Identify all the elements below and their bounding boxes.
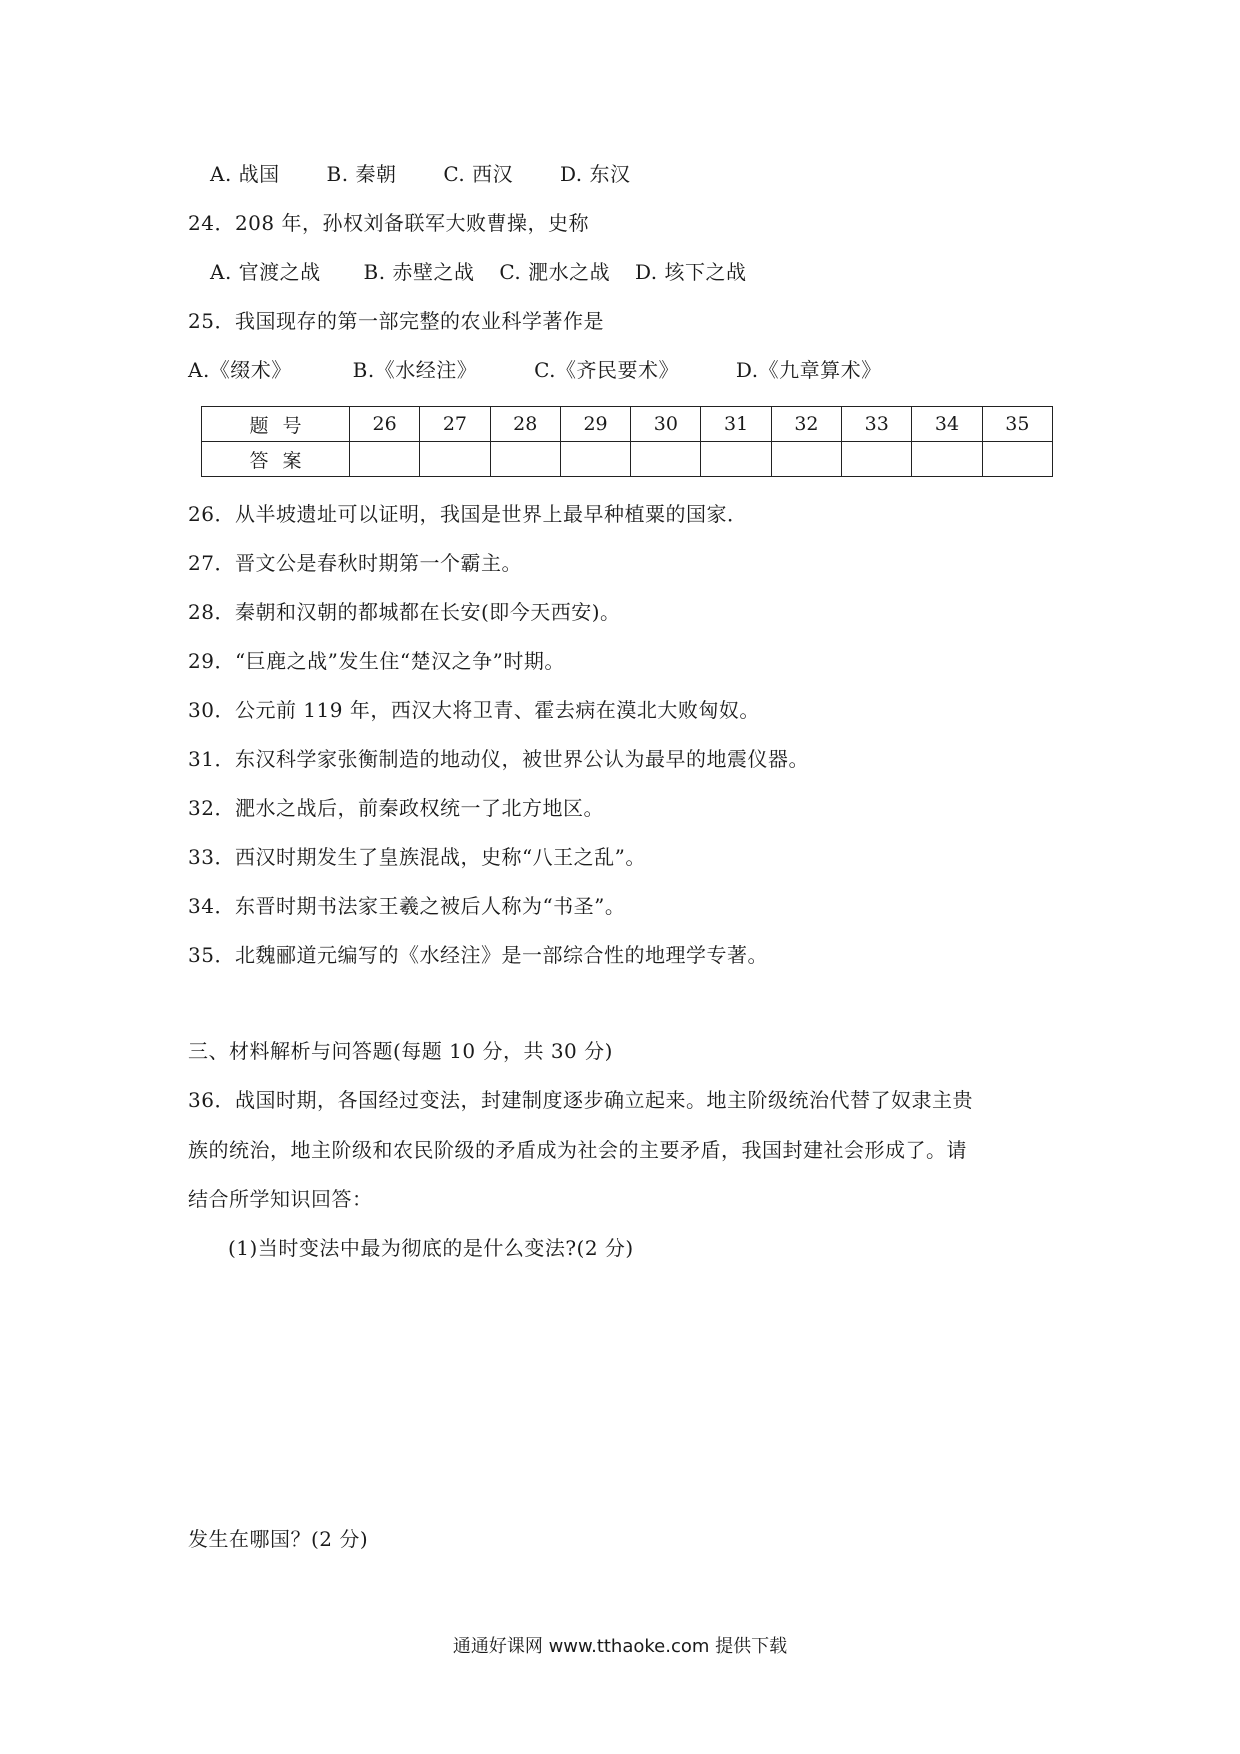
tf-statement-31: 31．东汉科学家张衡制造的地动仪，被世界公认为最早的地震仪器。 [188, 747, 809, 771]
q23-option-c: C. 西汉 [443, 162, 514, 186]
q23-option-b: B. 秦朝 [326, 162, 397, 186]
q25-option-b: B.《水经注》 [352, 358, 478, 382]
answer-cell[interactable] [631, 442, 701, 477]
answer-table-number: 34 [912, 407, 982, 442]
answer-cell[interactable] [420, 442, 490, 477]
answer-cell[interactable] [912, 442, 982, 477]
answer-cell[interactable] [842, 442, 912, 477]
answer-table-number: 27 [420, 407, 490, 442]
answer-table-number: 28 [490, 407, 560, 442]
answer-cell[interactable] [560, 442, 630, 477]
tf-statement-26: 26．从半坡遗址可以证明，我国是世界上最早种植粟的国家． [188, 502, 748, 526]
q36-line-3: 结合所学知识回答： [188, 1187, 373, 1211]
q23-option-d: D. 东汉 [559, 162, 631, 186]
answer-space[interactable] [188, 1275, 1048, 1515]
answer-table-number: 29 [560, 407, 630, 442]
q36-line-1: 36．战国时期，各国经过变法，封建制度逐步确立起来。地主阶级统治代替了奴隶主贵 [188, 1088, 973, 1112]
tf-statement-28: 28．秦朝和汉朝的都城都在长安(即今天西安)。 [188, 600, 621, 624]
answer-table-number: 30 [631, 407, 701, 442]
q36-line-2: 族的统治，地主阶级和农民阶级的矛盾成为社会的主要矛盾，我国封建社会形成了。请 [188, 1138, 967, 1162]
answer-cell[interactable] [771, 442, 841, 477]
answer-cell[interactable] [982, 442, 1052, 477]
q24-options [210, 258, 747, 286]
answer-table [201, 406, 1053, 477]
answer-table-number-label: 题号 [202, 407, 350, 442]
answer-cell[interactable] [701, 442, 771, 477]
answer-table-answer-row [202, 442, 1053, 477]
q25-stem: 25．我国现存的第一部完整的农业科学著作是 [188, 309, 604, 333]
answer-table-answer-label: 答案 [202, 442, 350, 477]
q24-option-b: B. 赤壁之战 [363, 260, 475, 284]
answer-table-number-row [202, 407, 1053, 442]
q25-option-d: D.《九章算术》 [735, 358, 882, 382]
answer-table-number: 35 [982, 407, 1052, 442]
q23-option-a: A. 战国 [210, 162, 280, 186]
q23-options [210, 160, 631, 188]
q24-option-c: C. 淝水之战 [499, 260, 611, 284]
answer-table-number: 33 [842, 407, 912, 442]
q25-options [188, 356, 882, 384]
page-footer: 通通好课网 www.tthaoke.com 提供下载 [452, 1636, 788, 1657]
q36-sub-question-2: 发生在哪国？(2 分) [188, 1527, 369, 1551]
q24-stem: 24．208 年，孙权刘备联军大败曹操，史称 [188, 211, 589, 235]
tf-statement-33: 33．西汉时期发生了皇族混战，史称“八王之乱”。 [188, 845, 646, 869]
answer-cell[interactable] [350, 442, 420, 477]
tf-statement-29: 29．“巨鹿之战”发生住“楚汉之争”时期。 [188, 649, 565, 673]
section3-title: 三、材料解析与问答题(每题 10 分，共 30 分) [188, 1039, 613, 1063]
tf-statement-34: 34．东晋时期书法家王羲之被后人称为“书圣”。 [188, 894, 626, 918]
q25-option-c: C.《齐民要术》 [534, 358, 680, 382]
q24-option-d: D. 垓下之战 [634, 260, 747, 284]
q25-option-a: A.《缀术》 [188, 358, 292, 382]
tf-statement-30: 30．公元前 119 年，西汉大将卫青、霍去病在漠北大败匈奴。 [188, 698, 760, 722]
q36-sub-question-1: (1)当时变法中最为彻底的是什么变法?(2 分) [228, 1236, 634, 1260]
answer-cell[interactable] [490, 442, 560, 477]
answer-table-number: 31 [701, 407, 771, 442]
answer-table-number: 32 [771, 407, 841, 442]
tf-statement-32: 32．淝水之战后，前秦政权统一了北方地区。 [188, 796, 604, 820]
q24-option-a: A. 官渡之战 [210, 260, 321, 284]
tf-statement-35: 35．北魏郦道元编写的《水经注》是一部综合性的地理学专著。 [188, 943, 768, 967]
tf-statement-27: 27．晋文公是春秋时期第一个霸主。 [188, 551, 522, 575]
answer-table-number: 26 [350, 407, 420, 442]
